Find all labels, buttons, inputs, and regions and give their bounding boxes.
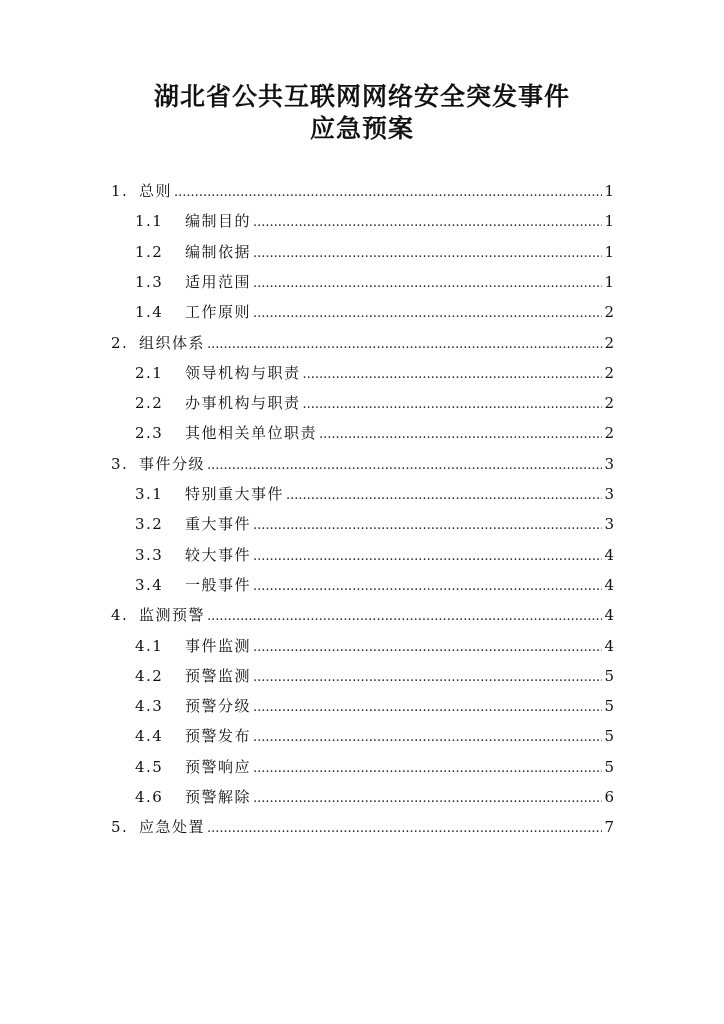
toc-entry-number: 2.1 <box>135 363 164 382</box>
toc-dot-leader <box>253 273 602 295</box>
toc-dot-leader <box>253 758 602 780</box>
toc-entry-number: 4. <box>111 606 129 625</box>
toc-subsection-entry[interactable] <box>135 362 614 384</box>
toc-entry-number: 4.6 <box>135 788 164 806</box>
toc-entry-page-number: 2 <box>604 363 614 382</box>
toc-subsection-entry[interactable] <box>135 301 614 323</box>
toc-subsection-entry[interactable] <box>135 210 614 232</box>
toc-entry-number: 4.3 <box>135 697 164 716</box>
toc-entry-page-number: 1 <box>604 272 614 291</box>
toc-entry-number: 1.3 <box>135 272 164 291</box>
toc-entry-page-number: 7 <box>604 818 614 837</box>
toc-entry-number: 3.3 <box>135 545 164 564</box>
toc-subsection-entry[interactable] <box>135 786 614 808</box>
toc-entry-number: 5. <box>111 818 129 837</box>
toc-entry-label: 预警分级 <box>185 697 252 716</box>
toc-entry-label: 一般事件 <box>185 575 252 594</box>
toc-dot-leader <box>253 212 602 234</box>
toc-dot-leader <box>253 788 602 810</box>
toc-entry-number: 3.4 <box>135 575 164 594</box>
toc-dot-leader <box>207 334 602 356</box>
toc-dot-leader <box>253 697 602 719</box>
toc-entry-number: 2.2 <box>135 394 164 413</box>
toc-entry-label: 总则 <box>139 182 173 200</box>
toc-dot-leader <box>253 727 602 749</box>
toc-dot-leader <box>303 394 603 416</box>
toc-entry-number: 1. <box>111 182 129 200</box>
toc-section-entry[interactable] <box>111 453 614 475</box>
toc-entry-number: 4.5 <box>135 757 164 776</box>
toc-dot-leader <box>253 576 602 598</box>
toc-dot-leader <box>253 637 602 659</box>
toc-entry-label: 领导机构与职责 <box>185 363 301 382</box>
toc-entry-label: 特别重大事件 <box>185 485 285 503</box>
toc-dot-leader <box>303 364 603 386</box>
toc-dot-leader <box>253 667 602 689</box>
toc-entry-label: 办事机构与职责 <box>185 394 301 413</box>
toc-entry-page-number: 3 <box>604 454 614 473</box>
toc-entry-page-number: 4 <box>604 545 614 564</box>
toc-subsection-entry[interactable] <box>135 271 614 293</box>
toc-entry-number: 2. <box>111 333 129 352</box>
toc-subsection-entry[interactable] <box>135 725 614 747</box>
toc-entry-label: 其他相关单位职责 <box>185 424 318 443</box>
toc-entry-number: 2.3 <box>135 424 164 443</box>
document-title-line2: 应急预案 <box>309 114 414 143</box>
toc-entry-page-number: 1 <box>604 212 614 231</box>
toc-subsection-entry[interactable] <box>135 241 614 263</box>
toc-entry-page-number: 2 <box>604 303 614 322</box>
toc-dot-leader <box>253 515 602 537</box>
toc-dot-leader <box>207 455 602 477</box>
toc-entry-label: 编制目的 <box>185 212 252 231</box>
toc-entry-label: 预警发布 <box>185 727 252 746</box>
toc-entry-label: 事件分级 <box>139 454 206 473</box>
toc-entry-page-number: 2 <box>604 424 614 443</box>
toc-entry-page-number: 6 <box>604 788 614 806</box>
toc-subsection-entry[interactable] <box>135 695 614 717</box>
toc-dot-leader <box>207 606 602 628</box>
toc-entry-page-number: 5 <box>604 727 614 746</box>
toc-entry-number: 1.1 <box>135 212 164 231</box>
toc-entry-label: 监测预警 <box>139 606 206 625</box>
toc-entry-label: 预警监测 <box>185 666 252 685</box>
toc-section-entry[interactable] <box>111 180 614 202</box>
toc-subsection-entry[interactable] <box>135 392 614 414</box>
toc-entry-page-number: 2 <box>604 333 614 352</box>
toc-entry-number: 4.4 <box>135 727 164 746</box>
toc-dot-leader <box>253 303 602 325</box>
toc-entry-label: 预警解除 <box>185 788 252 806</box>
toc-entry-number: 1.2 <box>135 242 164 261</box>
toc-dot-leader <box>174 182 602 204</box>
toc-entry-number: 1.4 <box>135 303 164 322</box>
toc-entry-page-number: 5 <box>604 666 614 685</box>
toc-entry-label: 重大事件 <box>185 515 252 534</box>
toc-entry-label: 较大事件 <box>185 545 252 564</box>
toc-dot-leader <box>253 546 602 568</box>
toc-entry-label: 编制依据 <box>185 242 252 261</box>
toc-subsection-entry[interactable] <box>135 574 614 596</box>
toc-entry-number: 3. <box>111 454 129 473</box>
toc-subsection-entry[interactable] <box>135 483 614 505</box>
toc-entry-number: 4.1 <box>135 636 164 655</box>
toc-subsection-entry[interactable] <box>135 635 614 657</box>
toc-entry-label: 组织体系 <box>139 333 206 352</box>
document-title-line1: 湖北省公共互联网网络安全突发事件 <box>153 82 570 111</box>
toc-section-entry[interactable] <box>111 332 614 354</box>
toc-entry-number: 3.1 <box>135 485 164 503</box>
toc-subsection-entry[interactable] <box>135 665 614 687</box>
toc-section-entry[interactable] <box>111 816 614 838</box>
toc-dot-leader <box>253 243 602 265</box>
toc-entry-label: 预警响应 <box>185 757 252 776</box>
toc-entry-page-number: 1 <box>604 242 614 261</box>
toc-subsection-entry[interactable] <box>135 422 614 444</box>
toc-entry-label: 应急处置 <box>139 818 206 837</box>
toc-entry-page-number: 2 <box>604 394 614 413</box>
toc-entry-label: 适用范围 <box>185 272 252 291</box>
toc-dot-leader <box>286 485 602 507</box>
toc-entry-page-number: 3 <box>604 515 614 534</box>
toc-entry-page-number: 4 <box>604 575 614 594</box>
toc-entry-page-number: 1 <box>604 182 614 200</box>
toc-entry-label: 事件监测 <box>185 636 252 655</box>
toc-entry-number: 4.2 <box>135 666 164 685</box>
toc-entry-page-number: 5 <box>604 697 614 716</box>
toc-section-entry[interactable] <box>111 604 614 626</box>
toc-entry-page-number: 5 <box>604 757 614 776</box>
toc-entry-page-number: 3 <box>604 485 614 503</box>
toc-dot-leader <box>207 818 602 840</box>
toc-dot-leader <box>319 424 602 446</box>
toc-entry-label: 工作原则 <box>185 303 252 322</box>
toc-entry-page-number: 4 <box>604 606 614 625</box>
toc-entry-page-number: 4 <box>604 636 614 655</box>
toc-entry-number: 3.2 <box>135 515 164 534</box>
toc-subsection-entry[interactable] <box>135 544 614 566</box>
toc-subsection-entry[interactable] <box>135 756 614 778</box>
toc-subsection-entry[interactable] <box>135 513 614 535</box>
